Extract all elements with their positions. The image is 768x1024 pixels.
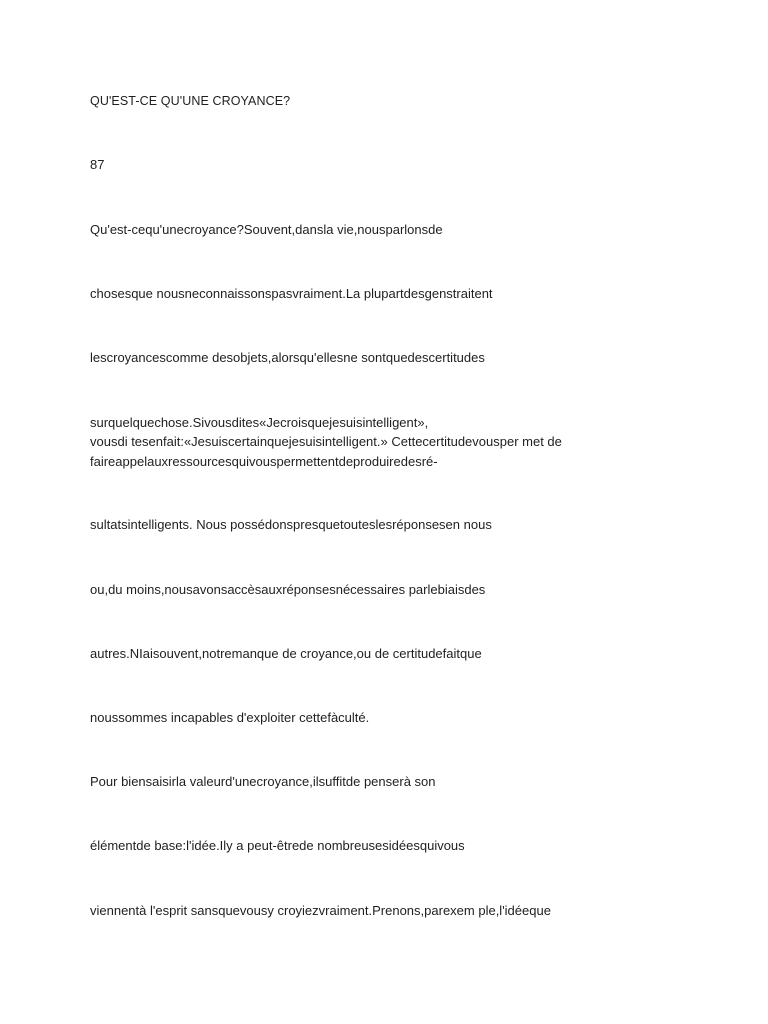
text-line: ou,du moins,nousavonsaccèsauxréponsesnécessaires parlebiaisdes: [90, 582, 486, 597]
running-header: QU'EST-CE QU'UNE CROYANCE?: [90, 94, 291, 108]
text-line: vousdi tesenfait:«Jesuiscertainquejesuisintelligent.» Cettecertitudevousper met de: [90, 434, 562, 449]
text-line: chosesque nousneconnaissonspasvraiment.La plupartdesgenstraitent: [90, 286, 493, 301]
text-line: surquelquechose.Sivousdites«Jecroisquejesuisintelligent»,: [90, 415, 429, 430]
text-line: noussommes incapables d'exploiter cettefàculté.: [90, 710, 370, 725]
text-line: Qu'est-cequ'unecroyance?Souvent,dansla vie,nousparlonsde: [90, 222, 443, 237]
text-line: sultatsintelligents. Nous possédonspresquetouteslesréponsesen nous: [90, 517, 492, 532]
text-line: lescroyancescomme desobjets,alorsqu'ellesne sontquedescertitudes: [90, 350, 485, 365]
text-line: faireappelauxressourcesquivouspermettentdeproduiredesré-: [90, 454, 438, 469]
page-number: 87: [90, 157, 105, 172]
text-line: autres.NIaisouvent,notremanque de croyance,ou de certitudefaitque: [90, 646, 482, 661]
text-line: viennentà l'esprit sansquevousy croyiezvraiment.Prenons,parexem ple,l'idéeque: [90, 903, 551, 918]
text-line: Pour biensaisirla valeurd'unecroyance,ilsuffitde penserà son: [90, 774, 436, 789]
text-line: élémentde base:l'idée.Ily a peut-êtrede nombreusesidéesquivous: [90, 838, 465, 853]
